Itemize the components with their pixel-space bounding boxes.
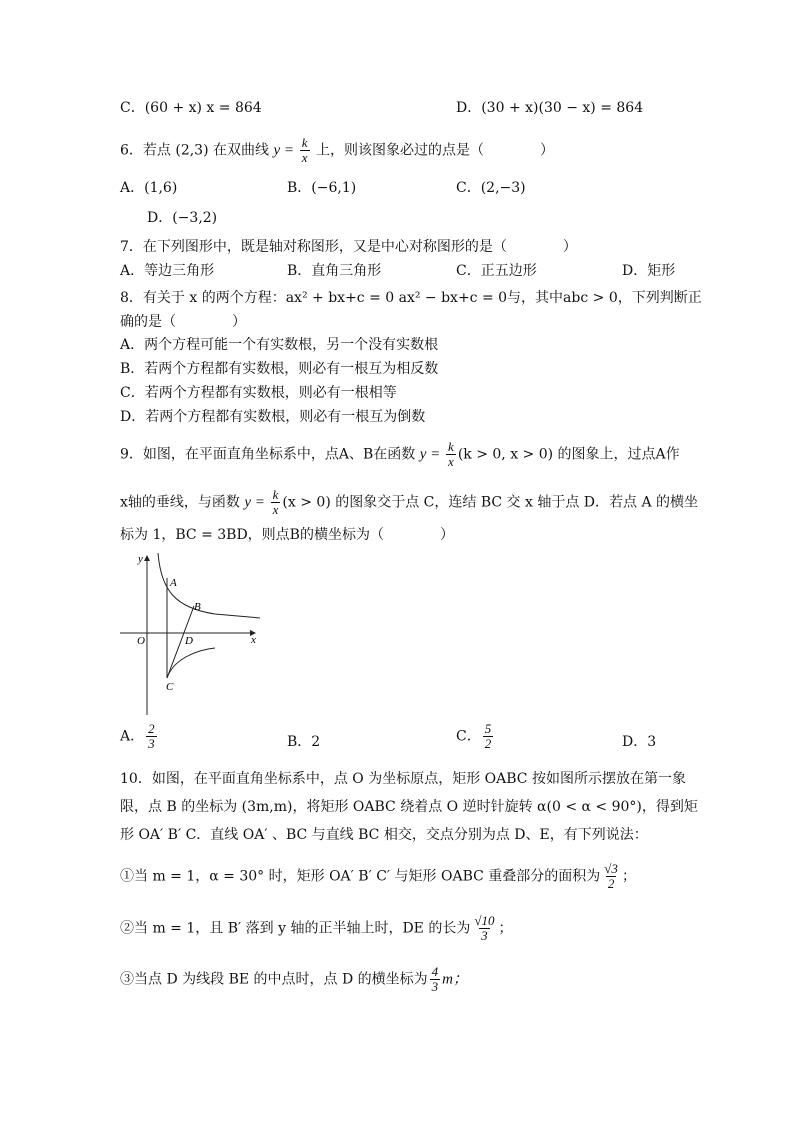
q9-l2-num: k	[272, 487, 279, 502]
q7-option-c: C．正五边形	[456, 263, 537, 279]
q7-option-a: A．等边三角形	[120, 263, 215, 279]
origin-label: O	[137, 635, 145, 647]
q6-frac-den: x	[301, 150, 308, 165]
q8-stem-line1: 8．有关于 x 的两个方程：ax² + bx+c = 0 ax² − bx+c = 0与，其中abc > 0，下列判断正	[120, 290, 702, 306]
point-b-label: B	[194, 601, 201, 613]
q7-option-b: B．直角三角形	[287, 263, 382, 279]
q9-stem-line3: 标为 1，BC = 3BD，则点B的横坐标为（ ）	[120, 527, 454, 543]
q8-option-a: A．两个方程可能一个有实数根，另一个没有实数根	[120, 337, 439, 353]
q9-stem-line1	[120, 440, 680, 469]
q10-s3-num: 4	[431, 964, 439, 979]
q6-frac-num: k	[301, 135, 308, 150]
q6-stem-text: 6．若点 (2,3) 在双曲线	[120, 142, 274, 159]
q8-option-c: C．若两个方程都有实数根，则必有一根相等	[120, 385, 397, 401]
y-axis-label: y	[138, 553, 143, 565]
q5-option-c: C．(60 + x) x = 864	[120, 100, 262, 116]
q10-s2-tail: ；	[498, 920, 513, 937]
q10-statement-2	[120, 914, 512, 943]
q9-l1-y: y =	[419, 446, 445, 463]
q6-stem	[120, 136, 554, 165]
q10-s3-den: 3	[431, 979, 439, 994]
q10-s3-tail: m；	[442, 971, 469, 988]
q10-s1-tail: ；	[621, 868, 636, 885]
lower-curve	[167, 648, 215, 678]
q9-option-c	[456, 722, 495, 751]
q9-stem-line2	[120, 488, 698, 517]
q9-l1-fraction	[446, 440, 456, 469]
q8-option-b: B．若两个方程都有实数根，则必有一根互为相反数	[120, 361, 439, 377]
q6-option-b: B．(−6,1)	[287, 180, 357, 196]
q10-s2-num: √10	[474, 913, 495, 928]
q10-s1-num: √3	[604, 861, 618, 876]
q6-option-a: A．(1,6)	[120, 180, 178, 196]
q6-option-d: D．(−3,2)	[147, 210, 218, 226]
q9-l2-tail: (x > 0) 的图象交于点 C，连结 BC 交 x 轴于点 D．若点 A 的横坐	[282, 494, 699, 511]
q9-c-num: 5	[484, 721, 492, 736]
q9-l2-fraction	[271, 488, 281, 517]
q9-figure	[115, 550, 265, 720]
q7-stem: 7．在下列图形中，既是轴对称图形，又是中心对称图形的是（ ）	[120, 239, 577, 255]
q8-option-d: D．若两个方程都有实数根，则必有一根互为倒数	[120, 409, 426, 425]
q10-s2-den: 3	[481, 928, 488, 943]
x-axis-label: x	[251, 634, 256, 646]
point-c-label: C	[166, 681, 174, 693]
q10-s2-fraction	[472, 914, 496, 943]
q9-option-d: D．3	[622, 734, 657, 750]
q9-l1-num: k	[448, 439, 454, 454]
q10-s2-text: ②当 m = 1，且 B′ 落到 y 轴的正半轴上时，DE 的长为	[120, 920, 471, 937]
q5-option-d: D．(30 + x)(30 − x) = 864	[456, 100, 644, 116]
q7-option-d: D．矩形	[622, 263, 676, 279]
q9-a-num: 2	[148, 721, 155, 736]
q9-l2-y: y =	[244, 494, 269, 511]
q10-s1-den: 2	[607, 876, 615, 891]
q6-fraction	[300, 136, 310, 165]
q9-option-b: B．2	[287, 734, 321, 750]
q10-s1-text: ①当 m = 1，α = 30° 时，矩形 OA′ B′ C′ 与矩形 OABC 重叠部分的面积为	[120, 868, 601, 885]
q10-stem-line1: 10．如图，在平面直角坐标系中，点 O 为坐标原点，矩形 OABC 按如图所示摆放在第一象	[120, 771, 686, 787]
q8-stem-line2: 确的是（ ）	[120, 314, 246, 330]
q6-y-eq: y =	[273, 142, 298, 159]
q9-a-label: A．	[120, 728, 145, 745]
q6-option-c: C．(2,−3)	[456, 180, 526, 196]
q10-statement-3	[120, 965, 468, 994]
q10-s1-fraction	[602, 862, 620, 891]
q10-statement-1	[120, 862, 636, 891]
q9-a-fraction	[146, 722, 157, 751]
q9-a-den: 3	[148, 736, 155, 751]
q9-l2-den: x	[272, 502, 279, 517]
q9-l2-text: x轴的垂线，与函数	[120, 494, 245, 511]
point-d-label: D	[185, 635, 193, 647]
q6-stem-tail: 上，则该图象必过的点是（ ）	[311, 142, 554, 159]
q9-l1-tail: (k > 0, x > 0) 的图象上，过点A作	[457, 446, 680, 463]
q10-s3-fraction	[430, 965, 441, 994]
q10-stem-line2: 限，点 B 的坐标为 (3m,m)，将矩形 OABC 绕着点 O 逆时针旋转 α(0 < α < 90°)，得到矩	[120, 799, 698, 815]
q9-option-a	[120, 722, 159, 751]
q9-c-fraction	[483, 722, 494, 751]
q9-l1-text: 9．如图，在平面直角坐标系中，点A、B在函数	[120, 446, 420, 463]
q9-c-label: C．	[456, 728, 481, 745]
q9-l1-den: x	[448, 454, 454, 469]
point-a-label: A	[170, 577, 177, 589]
q10-stem-line3: 形 OA′ B′ C．直线 OA′ 、BC 与直线 BC 相交，交点分别为点 D、E，有下列说法：	[120, 827, 648, 843]
q9-c-den: 2	[484, 736, 492, 751]
q10-s3-text: ③当点 D 为线段 BE 的中点时，点 D 的横坐标为	[120, 971, 428, 988]
